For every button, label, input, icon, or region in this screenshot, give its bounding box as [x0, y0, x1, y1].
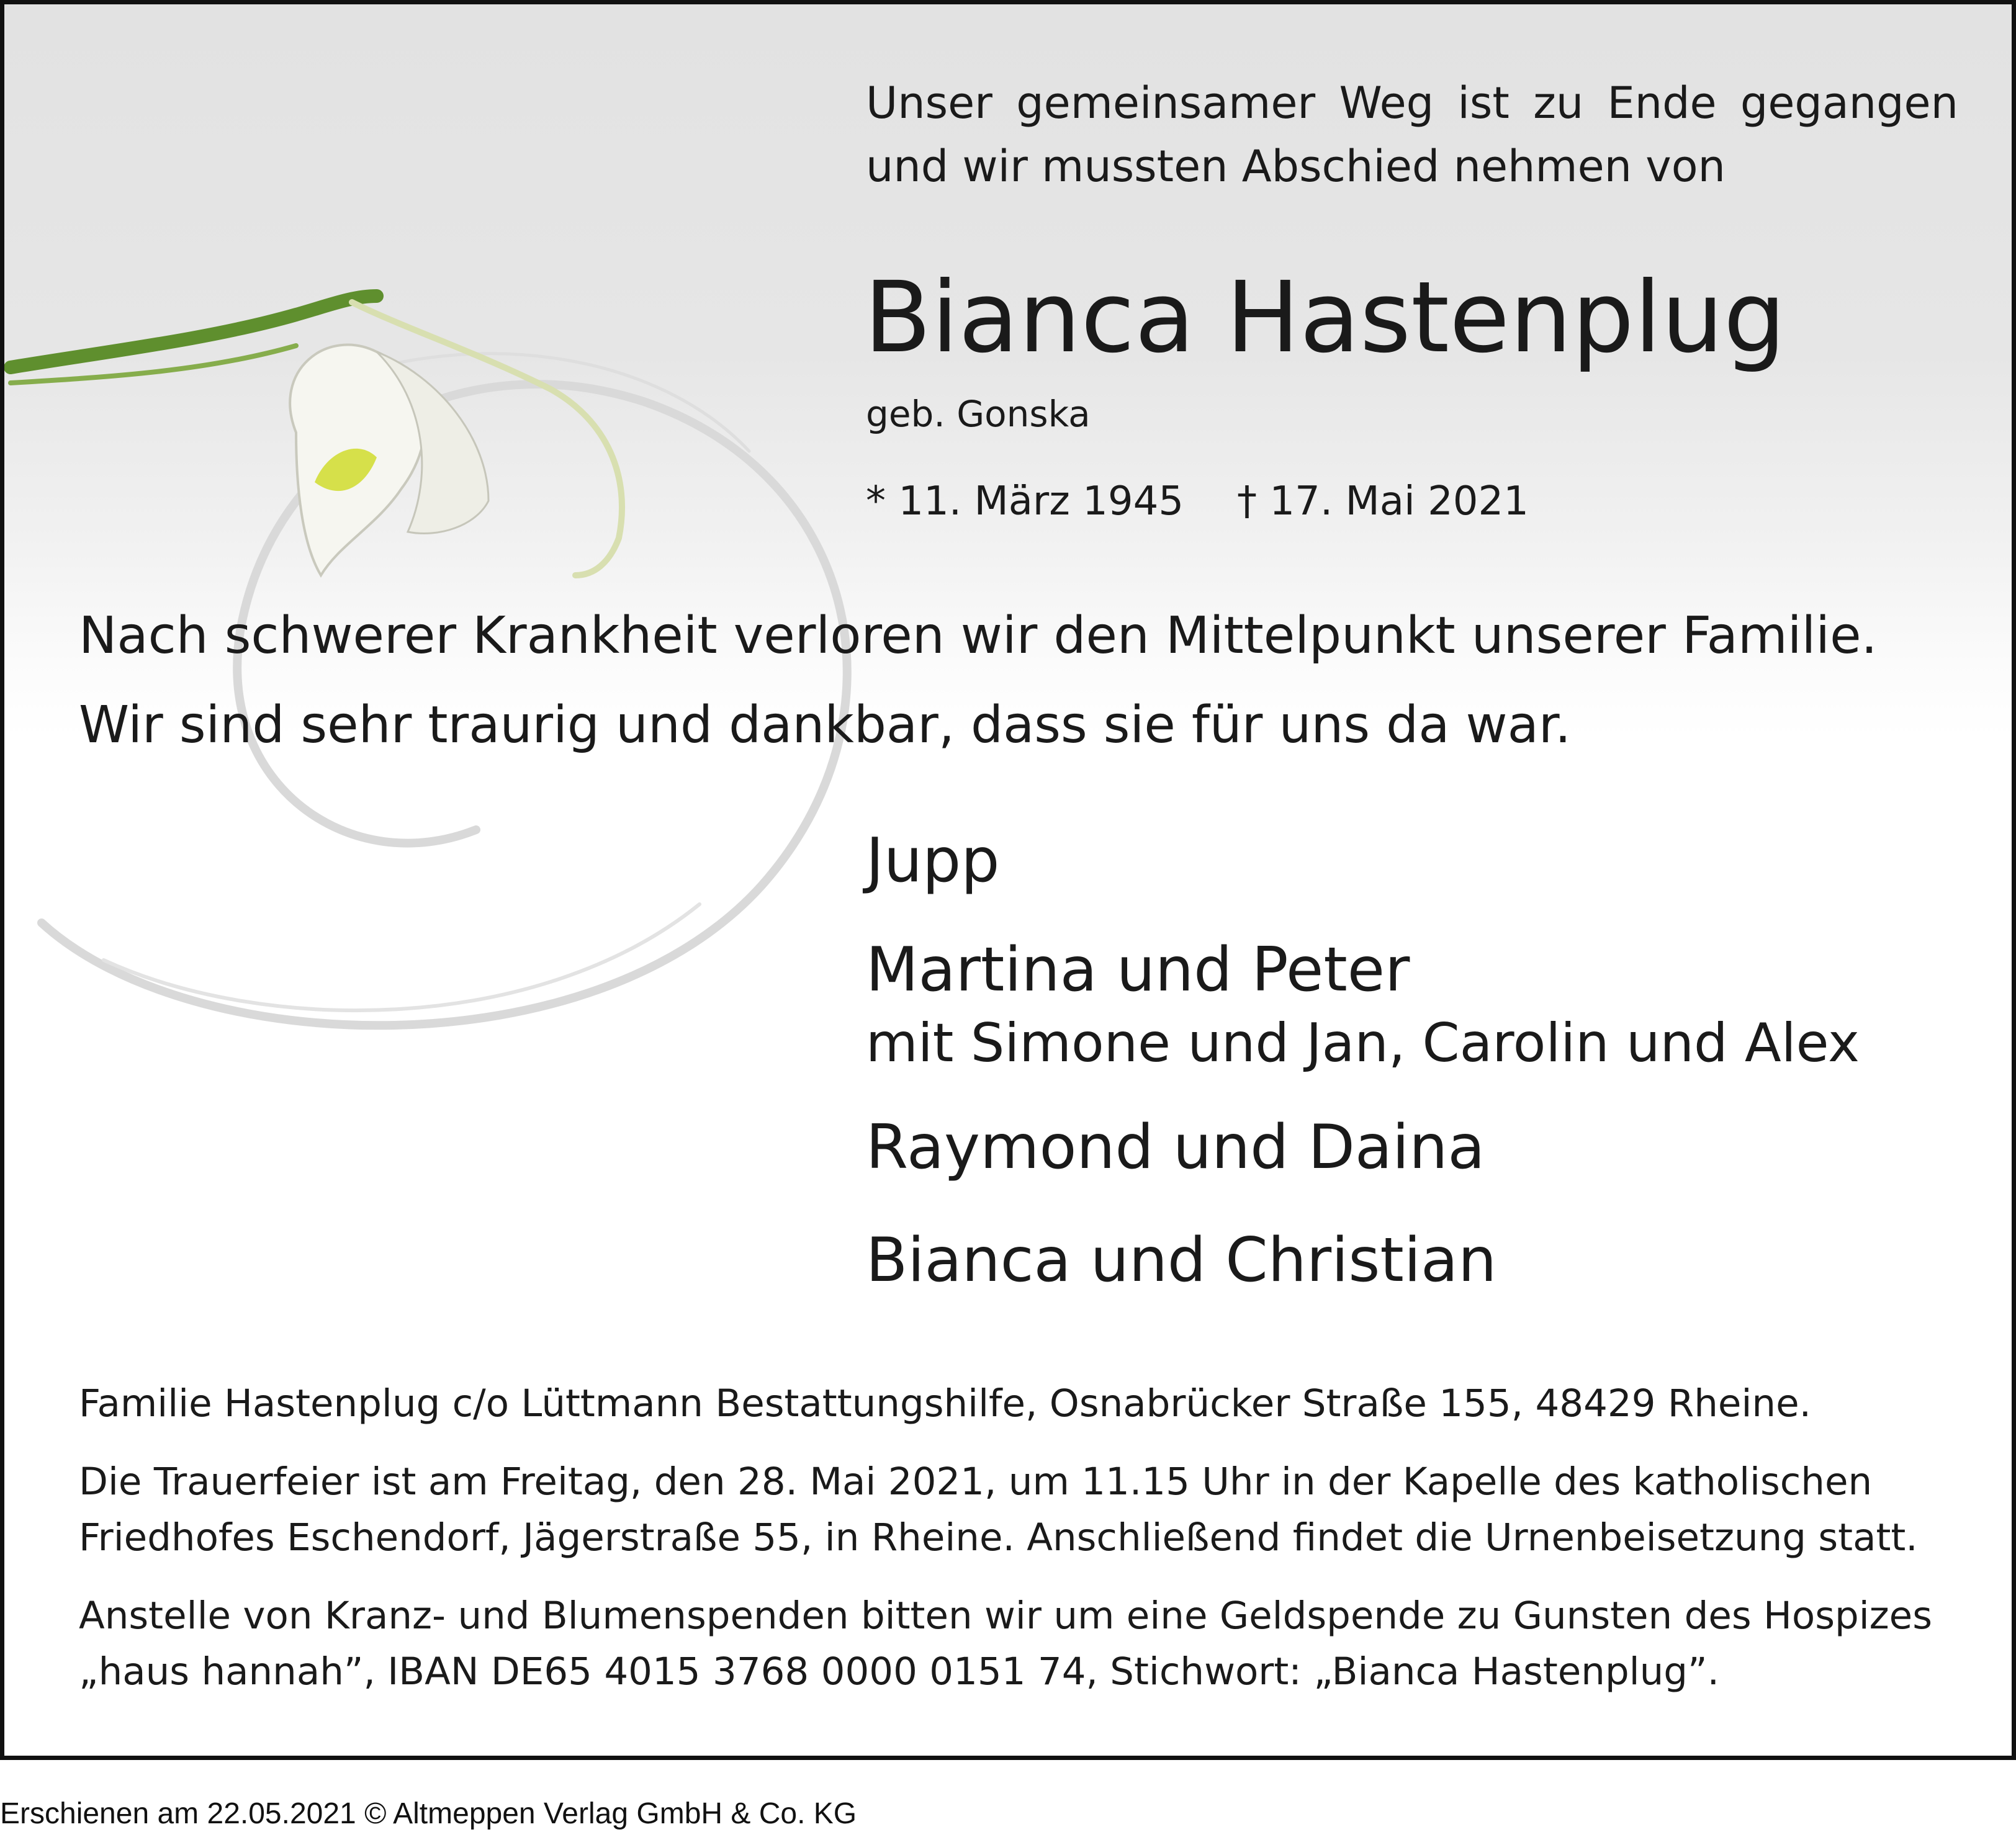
- mourning-message: [79, 591, 1878, 770]
- ceremony-line: Die Trauerfeier ist am Freitag, den 28. Mai 2021, um 11.15 Uhr in der Kapelle des katholischen: [79, 1460, 1873, 1504]
- publication-credit: Erschienen am 22.05.2021 © Altmeppen Verlag GmbH & Co. KG: [0, 1797, 857, 1830]
- ceremony-paragraph: [79, 1454, 1953, 1566]
- mourner-name: Raymond und Daina: [866, 1112, 1485, 1183]
- calla-lily-icon: [4, 4, 935, 1121]
- deceased-name: Bianca Hastenplug: [864, 261, 1786, 375]
- donation-line: Anstelle von Kranz- und Blumenspenden bitten wir um eine Geldspende zu Gunsten des Hospizes: [79, 1594, 1932, 1638]
- birth-name: geb. Gonska: [866, 393, 1091, 435]
- address-paragraph: Familie Hastenplug c/o Lüttmann Bestattungshilfe, Osnabrücker Straße 155, 48429 Rheine.: [79, 1381, 1811, 1426]
- intro-line: und wir mussten Abschied nehmen von: [866, 141, 1726, 192]
- message-line: Wir sind sehr traurig und dankbar, dass sie für uns da war.: [79, 696, 1572, 755]
- notice-details: [79, 1376, 1953, 1722]
- mourner-name: Martina und Peter: [866, 935, 1410, 1005]
- mourner-name: Jupp: [866, 825, 1000, 896]
- ceremony-line: Friedhofes Eschendorf, Jägerstraße 55, in Rheine. Anschließend findet die Urnenbeisetzung statt.: [79, 1515, 1918, 1560]
- mourner-subline: mit Simone und Jan, Carolin und Alex: [866, 1012, 1860, 1074]
- message-line: Nach schwerer Krankheit verloren wir den Mittelpunkt unserer Familie.: [79, 606, 1878, 665]
- intro-line: Unser gemeinsamer Weg ist zu Ende gegangen: [866, 78, 1958, 128]
- death-date: † 17. Mai 2021: [1237, 478, 1529, 524]
- mourner-name: Bianca und Christian: [866, 1225, 1497, 1296]
- mourners-list: [866, 824, 1860, 1298]
- intro-text: [866, 71, 1958, 198]
- donation-line: „haus hannah”, IBAN DE65 4015 3768 0000 0151 74, Stichwort: „Bianca Hastenplug”.: [79, 1650, 1719, 1694]
- life-dates: [866, 474, 1529, 529]
- birth-date: * 11. März 1945: [866, 478, 1184, 524]
- donation-paragraph: [79, 1588, 1953, 1700]
